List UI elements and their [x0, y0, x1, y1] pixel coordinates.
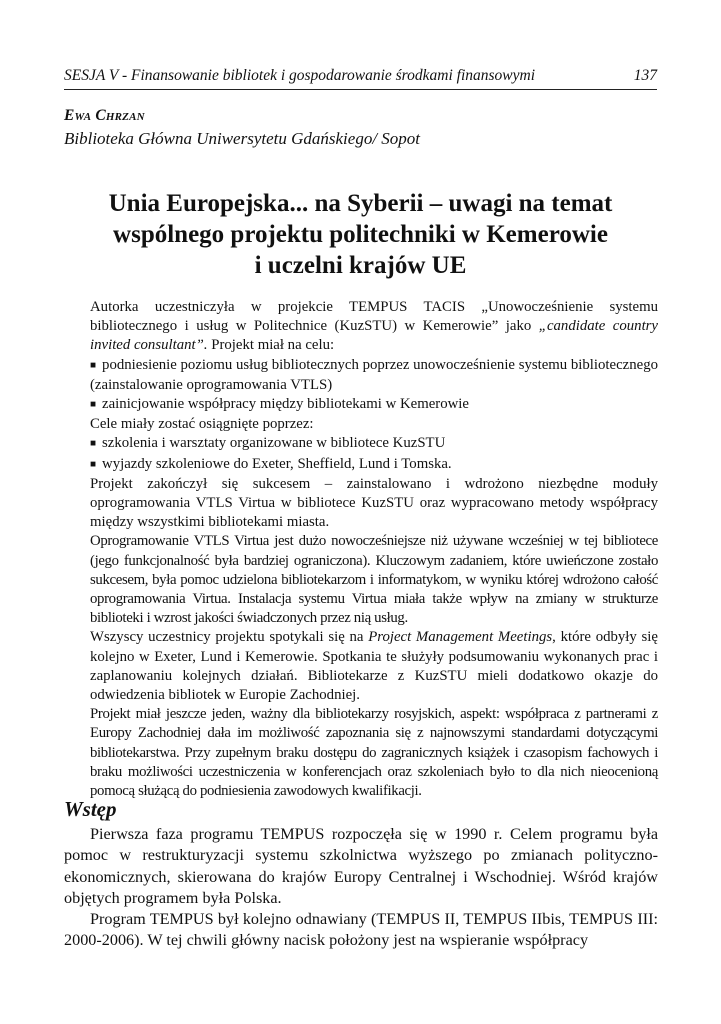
header-rule [64, 89, 657, 90]
title-line: wspólnego projektu politechniki w Kemerowie [113, 221, 608, 248]
running-header-title: SESJA V - Finansowanie bibliotek i gospodarowanie środkami finansowymi [64, 67, 536, 84]
meetings-name: Project Management Meetings [368, 629, 553, 646]
body-paragraph: Pierwsza faza programu TEMPUS rozpoczęła się w 1990 r. Celem programu była pomoc w restrukturyzacji systemu szkolnictwa wyższego po zmianach polityczno-ekonomicznych, skierowana do krajów Europy Centralnej i Wschodniej. Wśród krajów objętych programem była Polska. [64, 825, 658, 907]
abstract-meetings-paragraph [90, 628, 658, 705]
means-item: ■ szkolenia i warsztaty organizowane w bibliotece KuzSTU [90, 434, 658, 454]
paper-title [64, 188, 657, 281]
abstract-aspect-paragraph: Projekt miał jeszcze jeden, ważny dla bibliotekarzy rosyjskich, aspekt: współpraca z partnerami z Europy Zachodniej dała im możliwość zapoznania się z najnowszymi standardami dotyczącymi bibliotekarstwa. Przy zupełnym braku dostępu do zagranicznych książek i czasopism fachowych i braku możliwości uczestniczenia w konferencjach oraz szkoleniach było to dla nich nieocenioną pomocą służącą do podniesienia zawodowych kwalifikacji. [90, 706, 658, 800]
meetings-tail: , które odbyły się kolejno w Exeter, Lund i Kemerowie. Spotkania te służyły podsumowaniu wykonanych prac i zaplanowaniu kolejnych działań. Bibliotekarze z KuzSTU mieli dodatkowo okazje do odwiedzenia bibliotek w Europie Zachodniej. [90, 629, 658, 704]
abstract-software-paragraph: Oprogramowanie VTLS Virtua jest dużo nowocześniejsze niż używane wcześniej w tej bibliotece (jego funkcjonalność była bardziej ograniczona). Kluczowym zadaniem, które uwieńczone zostało sukcesem, była pomoc udzielona bibliotekarzom i informatykom, w wyniku której wdrożono całość oprogramowania Virtua. Instalacja systemu Virtua miała także wpływ na zmiany w strukturze biblioteki i wzrost jakości świadczonych przez nią usług. [90, 533, 658, 627]
goal-item: ■ zainicjowanie współpracy między bibliotekami w Kemerowie [90, 395, 658, 415]
means-item: ■ wyjazdy szkoleniowe do Exeter, Sheffield, Lund i Tomska. [90, 455, 658, 475]
abstract-intro-tail: Projekt miał na celu: [207, 337, 335, 354]
page-number: 137 [633, 67, 657, 84]
section-body [64, 824, 658, 952]
title-line: Unia Europejska... na Syberii – uwagi na temat [108, 190, 613, 217]
goal-item: ■ podniesienie poziomu usług bibliotecznych poprzez unowocześnienie systemu bibliotecznego (zainstalowanie oprogramowania VTLS) [90, 356, 658, 395]
author-affiliation: Biblioteka Główna Uniwersytetu Gdańskiego/ Sopot [64, 129, 421, 148]
abstract-result-paragraph: Projekt zakończył się sukcesem – zainstalowano i wdrożono niezbędne moduły oprogramowania VTLS Virtua w bibliotece KuzSTU oraz wypracowano metody współpracy między wszystkimi bibliotekami miasta. [90, 475, 658, 531]
body-paragraph: Program TEMPUS był kolejno odnawiany (TEMPUS II, TEMPUS IIbis, TEMPUS III: 2000-2006). W tej chwili główny nacisk położony jest na wspieranie współpracy [64, 910, 658, 950]
title-line: i uczelni krajów UE [254, 252, 467, 279]
abstract-intro-role: „candidate country invited consultant”. [90, 318, 659, 354]
means-intro: Cele miały zostać osiągnięte poprzez: [90, 416, 314, 433]
abstract [90, 298, 658, 801]
abstract-intro [90, 298, 658, 356]
abstract-intro-text: Autorka uczestniczyła w projekcie TEMPUS TACIS „Unowocześnienie systemu bibliotecznego i usług w Politechnice (KuzSTU) w Kemerowie” jako [90, 299, 658, 335]
author-name: Ewa Chrzan [64, 107, 145, 124]
meetings-text: Wszyscy uczestnicy projektu spotykali się na [90, 629, 369, 646]
section-heading: Wstęp [64, 797, 117, 821]
